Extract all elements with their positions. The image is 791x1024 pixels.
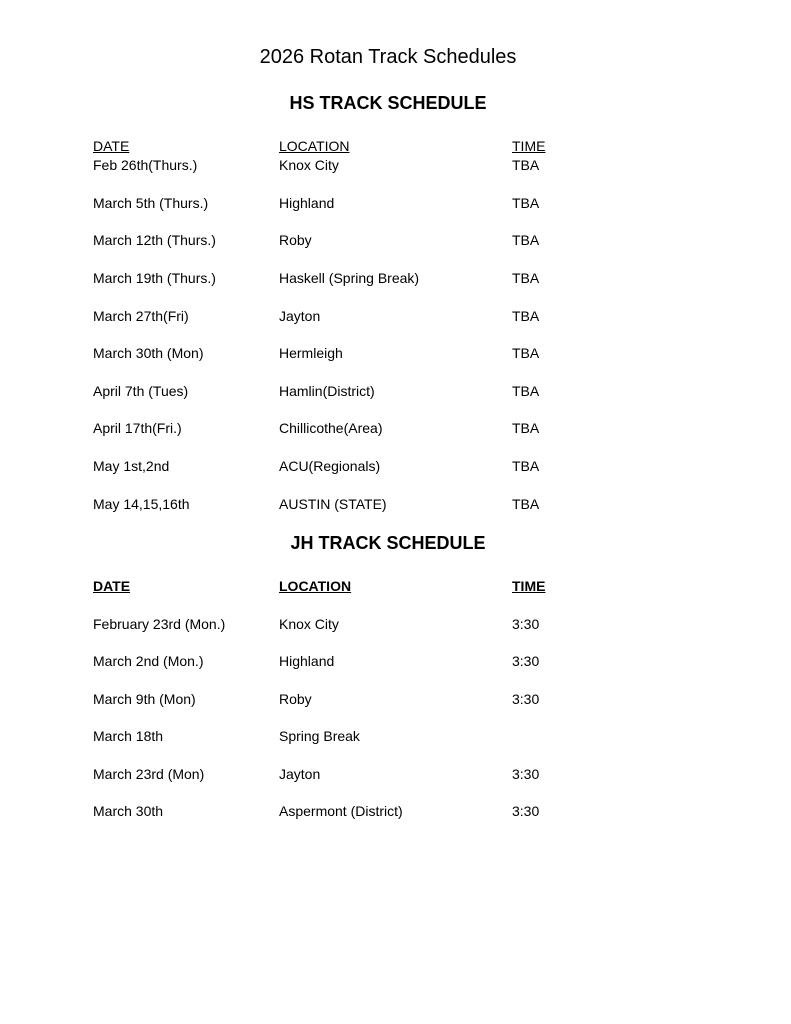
hs-location: AUSTIN (STATE) bbox=[279, 496, 387, 512]
hs-location: Haskell (Spring Break) bbox=[279, 270, 420, 286]
hs-location: Chillicothe(Area) bbox=[279, 420, 383, 436]
jh-date: March 18th bbox=[93, 728, 164, 744]
hs-time: TBA bbox=[512, 345, 540, 361]
page-title: 2026 Rotan Track Schedules bbox=[259, 46, 517, 68]
hs-date: May 14,15,16th bbox=[93, 496, 190, 512]
hs-location: ACU(Regionals) bbox=[279, 458, 381, 474]
jh-location-header: LOCATION bbox=[279, 578, 352, 594]
hs-date: Feb 26th(Thurs.) bbox=[93, 157, 198, 173]
hs-time: TBA bbox=[512, 458, 540, 474]
hs-location: Roby bbox=[279, 232, 312, 248]
hs-date: March 5th (Thurs.) bbox=[93, 195, 209, 211]
jh-location: Highland bbox=[279, 653, 335, 669]
jh-location: Aspermont (District) bbox=[279, 803, 403, 819]
jh-time: 3:30 bbox=[512, 803, 540, 819]
hs-time-header: TIME bbox=[512, 138, 546, 154]
hs-location: Jayton bbox=[279, 308, 321, 324]
jh-location: Jayton bbox=[279, 766, 321, 782]
jh-date: March 30th bbox=[93, 803, 164, 819]
hs-time: TBA bbox=[512, 195, 540, 211]
hs-schedule-title: HS TRACK SCHEDULE bbox=[289, 93, 487, 113]
jh-location: Knox City bbox=[279, 616, 339, 632]
jh-location: Roby bbox=[279, 691, 312, 707]
jh-schedule-title: JH TRACK SCHEDULE bbox=[290, 533, 486, 553]
hs-location: Highland bbox=[279, 195, 335, 211]
hs-time: TBA bbox=[512, 157, 540, 173]
hs-time: TBA bbox=[512, 420, 540, 436]
jh-time: 3:30 bbox=[512, 691, 540, 707]
jh-date: March 9th (Mon) bbox=[93, 691, 196, 707]
hs-date: March 12th (Thurs.) bbox=[93, 232, 216, 248]
jh-date: March 2nd (Mon.) bbox=[93, 653, 204, 669]
hs-time: TBA bbox=[512, 383, 540, 399]
hs-date: May 1st,2nd bbox=[93, 458, 170, 474]
hs-date: March 19th (Thurs.) bbox=[93, 270, 216, 286]
hs-location: Hamlin(District) bbox=[279, 383, 375, 399]
jh-time: 3:30 bbox=[512, 766, 540, 782]
jh-time: 3:30 bbox=[512, 616, 540, 632]
jh-date: March 23rd (Mon) bbox=[93, 766, 205, 782]
hs-date: March 30th (Mon) bbox=[93, 345, 204, 361]
hs-date: April 17th(Fri.) bbox=[93, 420, 182, 436]
jh-location: Spring Break bbox=[279, 728, 360, 744]
hs-date: March 27th(Fri) bbox=[93, 308, 189, 324]
hs-location: Hermleigh bbox=[279, 345, 343, 361]
hs-time: TBA bbox=[512, 270, 540, 286]
hs-location: Knox City bbox=[279, 157, 339, 173]
hs-location-header: LOCATION bbox=[279, 138, 350, 154]
jh-time-header: TIME bbox=[512, 578, 546, 594]
jh-date-header: DATE bbox=[93, 578, 131, 594]
hs-time: TBA bbox=[512, 232, 540, 248]
jh-date: February 23rd (Mon.) bbox=[93, 616, 226, 632]
jh-time: 3:30 bbox=[512, 653, 540, 669]
hs-date: April 7th (Tues) bbox=[93, 383, 189, 399]
hs-time: TBA bbox=[512, 308, 540, 324]
hs-time: TBA bbox=[512, 496, 540, 512]
hs-date-header: DATE bbox=[93, 138, 130, 154]
